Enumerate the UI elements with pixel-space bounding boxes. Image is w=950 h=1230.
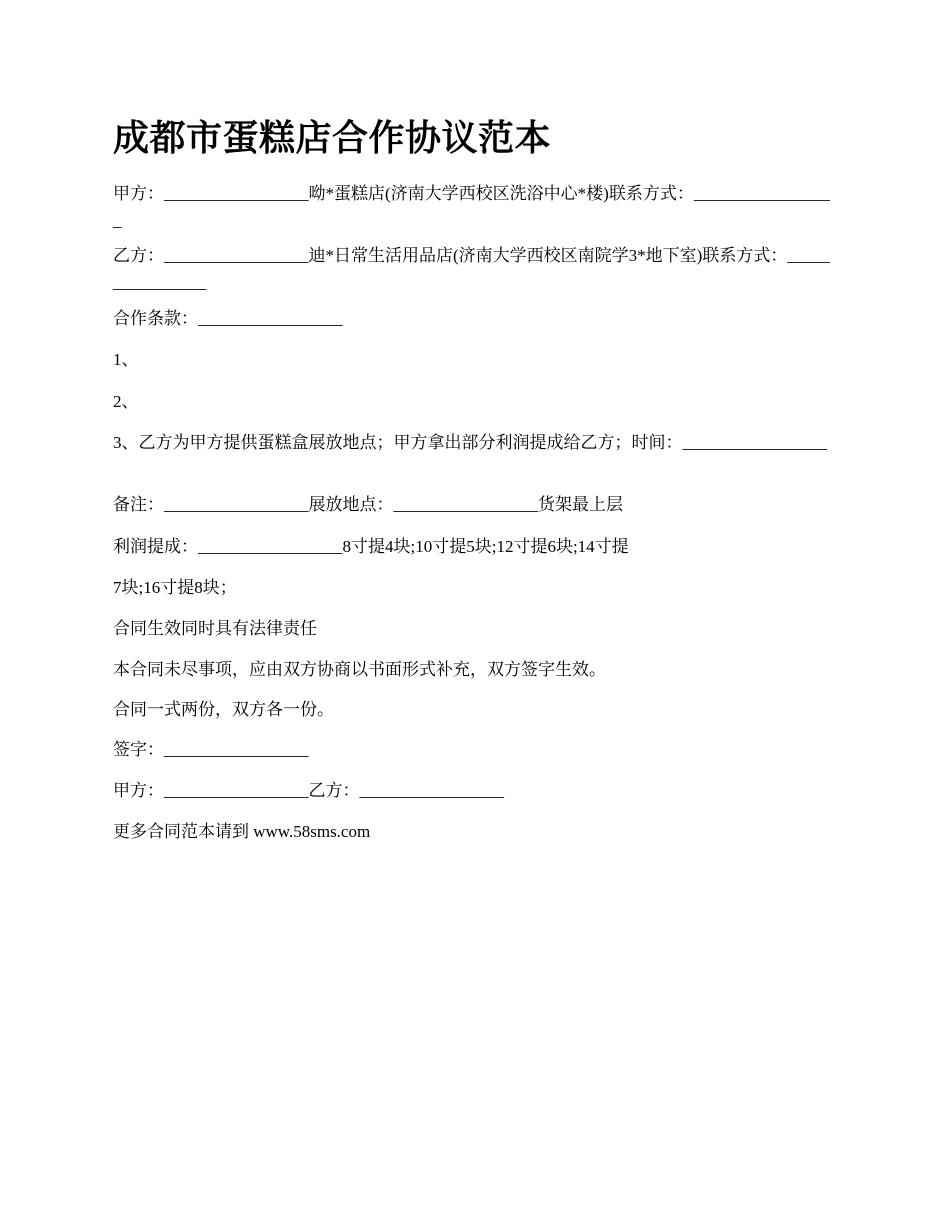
legal-effect-line: 合同生效同时具有法律责任 [113, 619, 317, 638]
clause-3: 3、乙方为甲方提供蛋糕盒展放地点；甲方拿出部分利润提成给乙方；时间：_________________ [113, 433, 827, 452]
profit-share-continued-line: 7块;16寸提8块； [113, 578, 237, 597]
cooperation-terms-line: 合作条款：_________________ [113, 309, 343, 328]
supplement-clause-line: 本合同未尽事项，应由双方协商以书面形式补充，双方签字生效。 [113, 660, 606, 679]
copies-line: 合同一式两份，双方各一份。 [113, 700, 334, 719]
clause-2: 2、 [113, 392, 139, 411]
party-b-line: 乙方：_________________迪*日常生活用品店(济南大学西校区南院学3*地下室)联系方式：________________ [113, 246, 830, 292]
signature-line: 签字：_________________ [113, 740, 309, 759]
party-signatures-line: 甲方：_________________乙方：_________________ [113, 781, 504, 800]
clause-1: 1、 [113, 350, 139, 369]
profit-share-line: 利润提成：_________________8寸提4块;10寸提5块;12寸提6块;14寸提 [113, 537, 629, 556]
remarks-line: 备注：_________________展放地点：_________________货架最上层 [113, 495, 623, 514]
party-a-line: 甲方：_________________呦*蛋糕店(济南大学西校区洗浴中心*楼)联系方式：_________________ [113, 184, 830, 230]
document-title: 成都市蛋糕店合作协议范本 [113, 117, 552, 159]
more-templates-line: 更多合同范本请到 www.58sms.com [113, 822, 371, 841]
